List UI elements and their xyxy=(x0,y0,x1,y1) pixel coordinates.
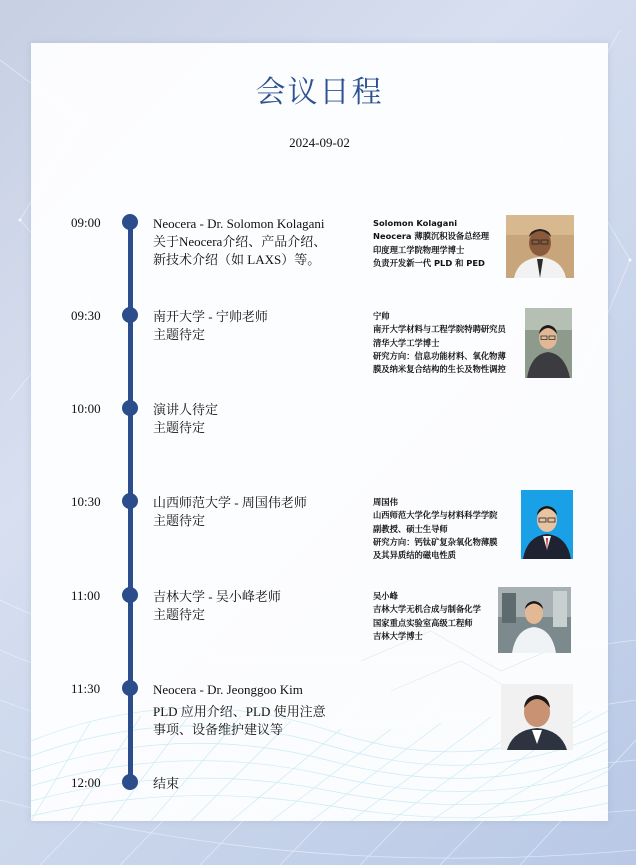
timeline-dot xyxy=(122,680,138,696)
speaker-bio xyxy=(373,310,513,376)
page-title: 会议日程 xyxy=(255,75,384,110)
talk-topic: 主题待定 xyxy=(153,327,206,342)
bio-line: 宁帅 xyxy=(373,311,390,321)
speaker-name: 山西师范大学 - 周国伟老师 xyxy=(153,495,307,510)
time-label: 11:30 xyxy=(71,681,101,696)
bio-line: 南开大学材料与工程学院特聘研究员 xyxy=(373,324,506,335)
bio-line: 国家重点实验室高级工程师 xyxy=(373,617,473,628)
time-label: 09:30 xyxy=(71,308,101,323)
speaker-name: 吉林大学 - 吴小峰老师 xyxy=(153,589,281,604)
speaker-photo-wu xyxy=(498,587,571,653)
bio-line: 吴小峰 xyxy=(373,591,398,601)
speaker-name: 南开大学 - 宁帅老师 xyxy=(153,309,268,324)
speaker-bio xyxy=(373,496,513,562)
event-date: 2024-09-02 xyxy=(289,135,350,150)
talk-info xyxy=(153,681,358,739)
speaker-photo-zhou xyxy=(521,490,573,559)
agenda-card xyxy=(31,43,608,821)
time-label: 10:30 xyxy=(71,494,101,509)
bio-line: Neocera 薄膜沉积设备总经理 xyxy=(373,231,490,242)
talk-info xyxy=(153,215,358,269)
talk-info xyxy=(153,308,358,344)
timeline-dot xyxy=(122,587,138,603)
bio-line: 膜及纳米复合结构的生长及物性调控 xyxy=(373,364,506,375)
talk-info xyxy=(153,775,358,793)
bio-line: 清华大学工学博士 xyxy=(373,337,440,348)
talk-topic: 事项、设备维护建议等 xyxy=(153,722,284,737)
speaker-photo-ning xyxy=(525,308,572,378)
bio-line: 印度理工学院物理学博士 xyxy=(373,244,465,255)
talk-topic: PLD 应用介绍、PLD 使用注意 xyxy=(153,704,326,719)
speaker-name: Neocera - Dr. Jeonggoo Kim xyxy=(153,682,303,697)
bio-line: 周国伟 xyxy=(373,497,398,507)
talk-topic: 新技术介绍（如 LAXS）等。 xyxy=(153,252,321,267)
speaker-name: 结束 xyxy=(153,776,180,791)
time-label: 11:00 xyxy=(71,588,101,603)
bio-line: 山西师范大学化学与材料科学学院 xyxy=(373,510,498,521)
bio-line: 研究方向：信息功能材料、氧化物薄 xyxy=(373,350,506,361)
bio-line: 副教授、硕士生导师 xyxy=(373,523,448,534)
speaker-bio xyxy=(373,217,513,270)
bio-line: 吉林大学无机合成与制备化学 xyxy=(373,604,481,615)
speaker-bio xyxy=(373,590,513,643)
talk-topic: 主题待定 xyxy=(153,420,206,435)
bio-line: 及其异质结的磁电性质 xyxy=(373,550,456,561)
bio-line: 研究方向：钙钛矿复杂氧化物薄膜 xyxy=(373,536,498,547)
timeline-dot xyxy=(122,400,138,416)
time-label: 09:00 xyxy=(71,215,101,230)
talk-topic: 主题待定 xyxy=(153,513,206,528)
timeline-dot xyxy=(122,307,138,323)
speaker-name: 演讲人待定 xyxy=(153,402,219,417)
talk-info xyxy=(153,401,358,437)
speaker-name: Neocera - Dr. Solomon Kolagani xyxy=(153,216,325,231)
talk-topic: 主题待定 xyxy=(153,607,206,622)
talk-topic: 关于Neocera介绍、产品介绍、 xyxy=(153,234,327,249)
timeline-dot xyxy=(122,774,138,790)
timeline-dot xyxy=(122,493,138,509)
talk-info xyxy=(153,588,358,624)
bio-line: 负责开发新一代 PLD 和 PED xyxy=(373,257,485,268)
speaker-photo-kim xyxy=(501,684,573,750)
bio-line: 吉林大学博士 xyxy=(373,630,423,641)
talk-info xyxy=(153,494,358,530)
speaker-photo-kolagani xyxy=(506,215,574,278)
timeline-dot xyxy=(122,214,138,230)
time-label: 10:00 xyxy=(71,401,101,416)
time-label: 12:00 xyxy=(71,775,101,790)
bio-line: Solomon Kolagani xyxy=(373,218,458,228)
